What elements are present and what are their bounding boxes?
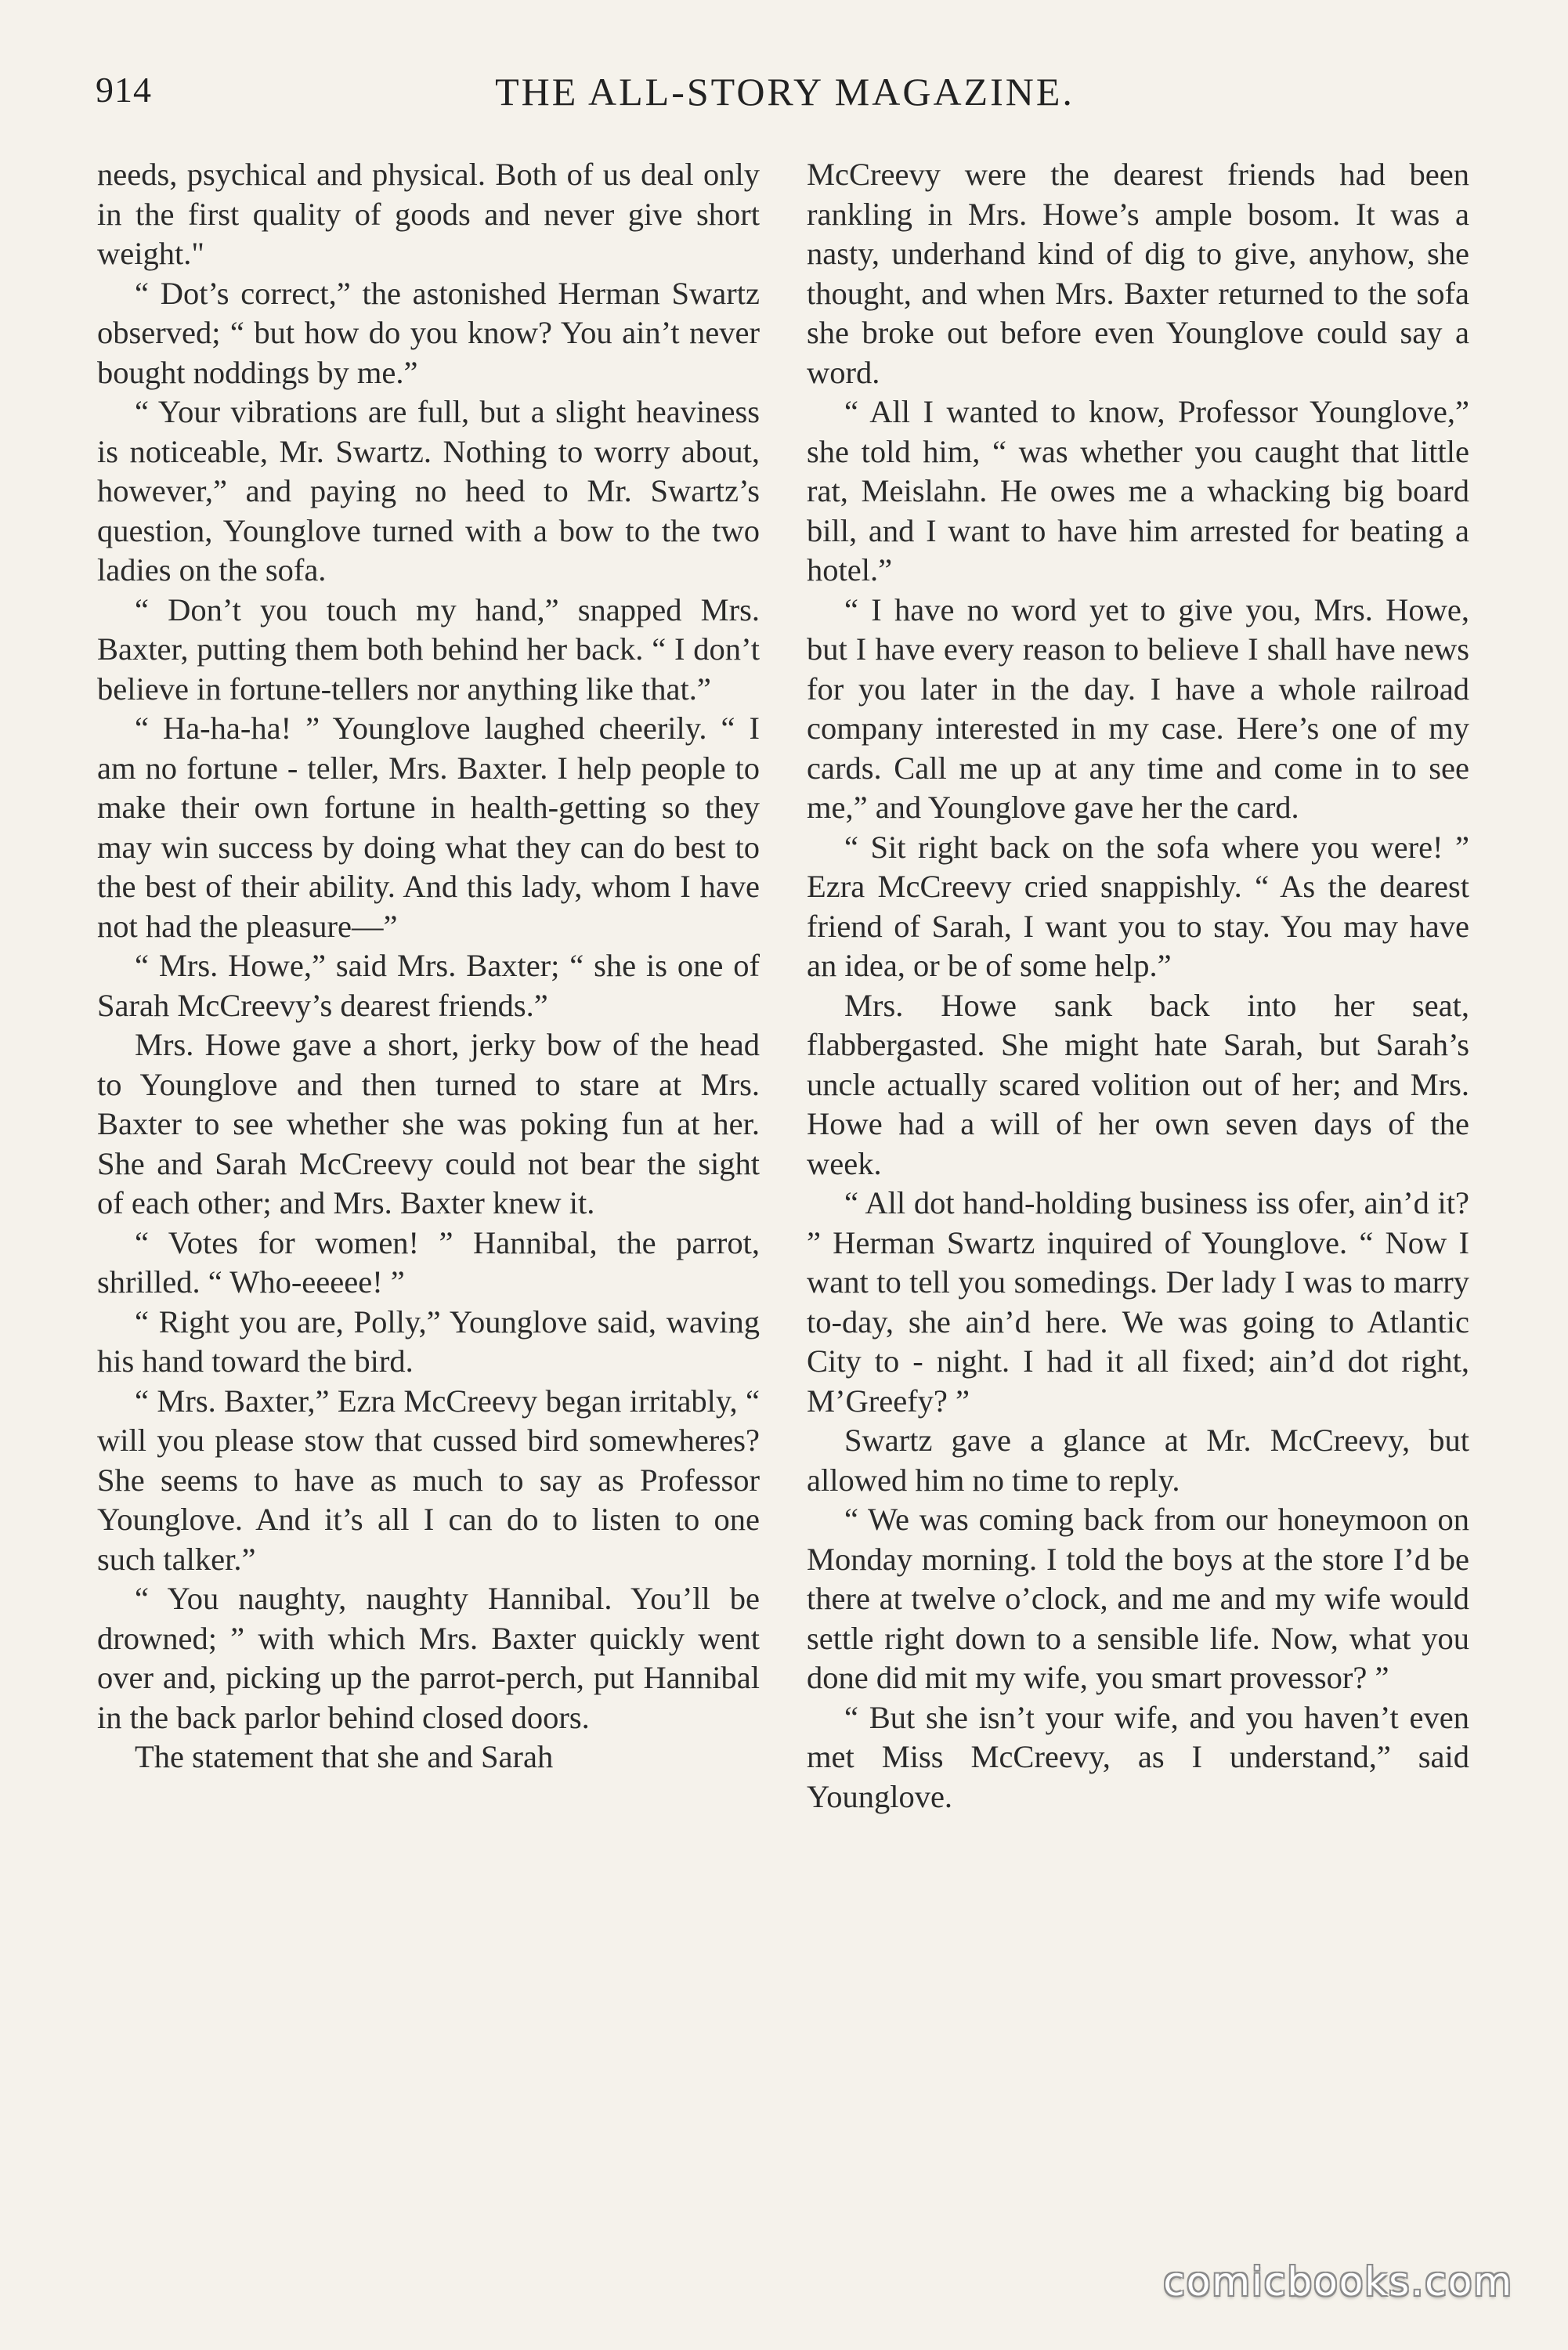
paragraph: “ We was coming back from our honeymoon on Monday morning. I told the boys at the store I’d be there at twelve o’clock, and me and my wife would settle right down to a sensible life. Now, what you done did mit my wife, you smart provessor? ” xyxy=(807,1502,1469,1695)
right-column xyxy=(807,155,1469,1817)
watermark: comicbooks.com xyxy=(1163,2259,1513,2305)
page-header xyxy=(96,69,1474,124)
page-number: 914 xyxy=(96,70,152,110)
paragraph: “ All dot hand-holding business iss ofer, ain’d it? ” Herman Swartz inquired of Younglove. “ Now I want to tell you somedings. Der lady I was to marry to-day, she ain’d here. We was going to Atlantic City to - night. I had it all fixed; ain’d dot right, M’Greefy? ” xyxy=(807,1185,1469,1419)
paragraph: “ Sit right back on the sofa where you were! ” Ezra McCreevy cried snappishly. “ As the dearest friend of Sarah, I want you to stay. You may have an idea, or be of some help.” xyxy=(807,829,1469,983)
paragraph: “ Mrs. Howe,” said Mrs. Baxter; “ she is one of Sarah McCreevy’s dearest friends.” xyxy=(97,948,760,1023)
paragraph: needs, psychical and physical. Both of us deal only in the first quality of goods and never give short weight." xyxy=(97,157,760,271)
paragraph: “ Mrs. Baxter,” Ezra McCreevy began irritably, “ will you please stow that cussed bird somewheres? She seems to have as much to say as Professor Younglove. And it’s all I can do to listen to one such talker.” xyxy=(97,1383,760,1577)
paragraph: “ All I wanted to know, Professor Younglove,” she told him, “ was whether you caught that little rat, Meislahn. He owes me a whacking big board bill, and I want to have him arrested for beating a hotel.” xyxy=(807,394,1469,588)
left-column xyxy=(97,155,760,1777)
magazine-title: THE ALL-STORY MAGAZINE. xyxy=(495,70,1075,114)
paragraph: “ I have no word yet to give you, Mrs. Howe, but I have every reason to believe I shall have news for you later in the day. I have a whole railroad company interested in my case. Here’s one of my cards. Call me up at any time and come in to see me,” and Younglove gave her the card. xyxy=(807,591,1469,825)
paragraph: McCreevy were the dearest friends had been rankling in Mrs. Howe’s ample bosom. It was a nasty, underhand kind of dig to give, anyhow, she thought, and when Mrs. Baxter returned to the sofa she broke out before even Younglove could say a word. xyxy=(807,157,1469,390)
paragraph: “ Your vibrations are full, but a slight heaviness is noticeable, Mr. Swartz. Nothing to worry about, however,” and paying no heed to Mr. Swartz’s question, Younglove turned with a bow to the two ladies on the sofa. xyxy=(97,394,760,588)
paragraph: “ Dot’s correct,” the astonished Herman Swartz observed; “ but how do you know? You ain’t never bought noddings by me.” xyxy=(97,275,760,390)
paragraph: “ Right you are, Polly,” Younglove said, waving his hand toward the bird. xyxy=(97,1303,760,1379)
paragraph: “ Don’t you touch my hand,” snapped Mrs. Baxter, putting them both behind her back. “ I don’t believe in fortune-tellers nor anything like that.” xyxy=(97,591,760,707)
paragraph: “ Ha-ha-ha! ” Younglove laughed cheerily. “ I am no fortune - teller, Mrs. Baxter. I help people to make their own fortune in health-getting so they may win success by doing what they can do best to the best of their ability. And this lady, whom I have not had the pleasure—” xyxy=(97,710,760,944)
paragraph: “ But she isn’t your wife, and you haven’t even met Miss McCreevy, as I understand,” said Younglove. xyxy=(807,1699,1469,1814)
paragraph: “ Votes for women! ” Hannibal, the parrot, shrilled. “ Who-eeeee! ” xyxy=(97,1224,760,1300)
paragraph: Mrs. Howe sank back into her seat, flabbergasted. She might hate Sarah, but Sarah’s uncle actually scared volition out of her; and Mrs. Howe had a will of her own seven days of the week. xyxy=(807,987,1469,1181)
paragraph: “ You naughty, naughty Hannibal. You’ll be drowned; ” with which Mrs. Baxter quickly went over and, picking up the parrot-perch, put Hannibal in the back parlor behind closed doors. xyxy=(97,1581,760,1735)
paragraph: The statement that she and Sarah xyxy=(135,1739,554,1774)
paragraph: Mrs. Howe gave a short, jerky bow of the head to Younglove and then turned to stare at Mrs. Baxter to see whether she was poking fun at her. She and Sarah McCreevy could not bear the sight of each other; and Mrs. Baxter knew it. xyxy=(97,1027,760,1220)
paragraph: Swartz gave a glance at Mr. McCreevy, but allowed him no time to reply. xyxy=(807,1423,1469,1498)
